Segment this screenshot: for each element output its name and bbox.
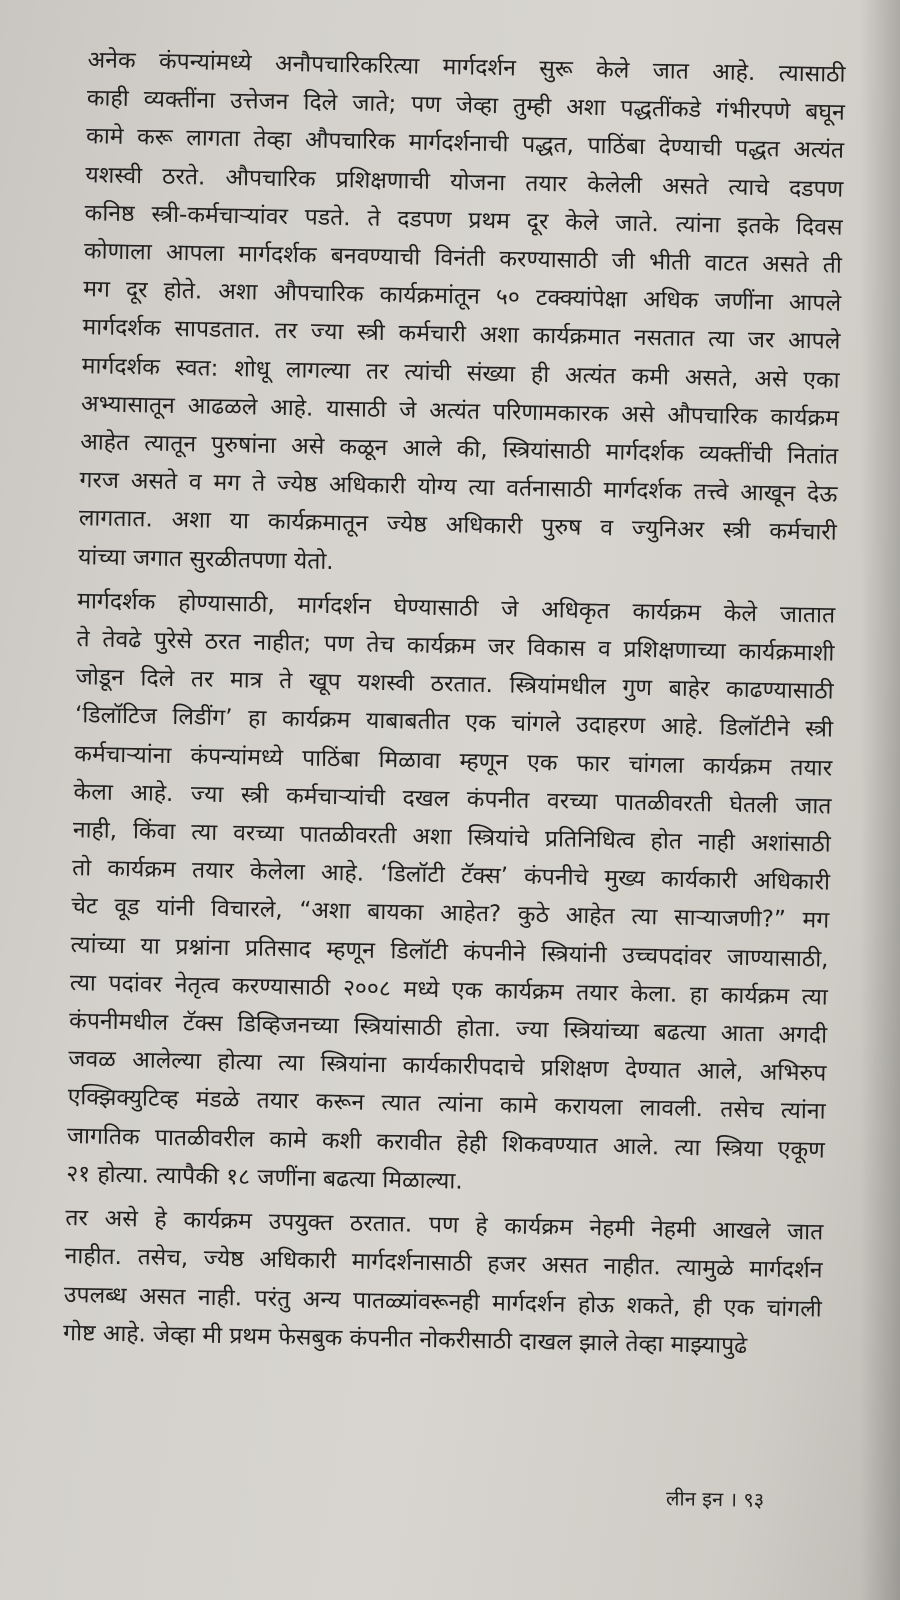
text-line: यांच्या जगात सुरळीतपणा येतो. (77, 543, 334, 575)
text-line: जोडून दिले तर मात्र ते खूप यशस्वी ठरतात. स्त्रियांमधील गुण बाहेर काढण्यासाठी (75, 664, 834, 705)
text-line: कंपनीमधील टॅक्स डिव्हिजनच्या स्त्रियांसाठी होता. ज्या स्त्रियांच्या बढत्या आता अगदी (68, 1008, 828, 1049)
text-line: मार्गदर्शक होण्यासाठी, मार्गदर्शन घेण्यासाठी जे अधिकृत कार्यक्रम केले जातात (76, 587, 836, 629)
text-line: चेट वूड यांनी विचारले, “अशा बायका आहेत? कुठे आहेत त्या साऱ्याजणी?” मग (71, 893, 830, 935)
text-line: काही व्यक्तींना उत्तेजन दिले जाते; पण जेव्हा तुम्ही अशा पद्धतींकडे गंभीरपणे बघून (86, 85, 845, 126)
text-line: मार्गदर्शक सापडतात. तर ज्या स्त्री कर्मचारी अशा कार्यक्रमात नसतात त्या जर आपले (82, 314, 841, 356)
body-text (0, 40, 846, 1372)
text-line: मार्गदर्शक स्वत: शोधू लागल्या तर त्यांची संख्या ही अत्यंत कमी असते, असे एका (81, 352, 840, 394)
text-line: २१ होत्या. त्यापैकी १८ जणींना बढत्या मिळाल्या. (65, 1160, 463, 1195)
text-line: अनेक कंपन्यांमध्ये अनौपचारिकरित्या मार्गदर्शन सुरू केले जात आहे. त्यासाठी (87, 47, 846, 88)
text-line: एक्झिक्युटिव्ह मंडळे तयार करून त्यात त्यांना कामे करायला लावली. तसेच त्यांना (67, 1084, 826, 1126)
text-line: गोष्ट आहे. जेव्हा मी प्रथम फेसबुक कंपनीत नोकरीसाठी दाखल झाले तेव्हा माझ्यापुढे (62, 1319, 748, 1359)
text-line: कर्मचाऱ्यांना कंपन्यांमध्ये पाठिंबा मिळावा म्हणून एक फार चांगला कार्यक्रम तयार (74, 740, 833, 782)
text-line: आहेत त्यातून पुरुषांना असे कळून आले की, स्त्रियांसाठी मार्गदर्शक व्यक्तींची नितांत (80, 429, 839, 470)
text-line: जागतिक पातळीवरील कामे कशी करावीत हेही शिकवण्यात आले. त्या स्त्रिया एकूण (66, 1122, 826, 1164)
text-line: नाहीत. तसेच, ज्येष्ठ अधिकारी मार्गदर्शनासाठी हजर असत नाहीत. त्यामुळे मार्गदर्शन (64, 1243, 823, 1284)
text-line: केला आहे. ज्या स्त्री कर्मचाऱ्यांची दखल कंपनीत वरच्या पातळीवरती घेतली जात (73, 778, 832, 820)
text-line: त्यांच्या या प्रश्नांना प्रतिसाद म्हणून डिलॉटी कंपनीने स्त्रियांनी उच्चपदांवर जाण्यासाठी, (70, 931, 829, 973)
text-line: नाही, किंवा त्या वरच्या पातळीवरती अशा स्त्रियांचे प्रतिनिधित्व होत नाही अशांसाठी (72, 817, 831, 858)
text-line: कोणाला आपला मार्गदर्शक बनवण्याची विनंती करण्यासाठी जी भीती वाटत असते ती (83, 238, 843, 279)
text-line: कामे करू लागता तेव्हा औपचारिक मार्गदर्शनाची पद्धत, पाठिंबा देण्याची पद्धत अत्यंत (85, 123, 845, 165)
paragraph-1 (14, 40, 846, 591)
text-line: तर असे हे कार्यक्रम उपयुक्त ठरतात. पण हे कार्यक्रम नेहमी नेहमी आखले जात (65, 1205, 824, 1246)
text-line: तो कार्यक्रम तयार केलेला आहे. ‘डिलॉटी टॅक्स’ कंपनीचे मुख्य कार्यकारी अधिकारी (71, 855, 831, 896)
text-line: लागतात. अशा या कार्यक्रमातून ज्येष्ठ अधिकारी पुरुष व ज्युनिअर स्त्री कर्मचारी (78, 505, 837, 547)
text-line: त्या पदांवर नेतृत्व करण्यासाठी २००८ मध्ये एक कार्यक्रम तयार केला. हा कार्यक्रम त्या (69, 969, 829, 1011)
paragraph-2 (2, 581, 836, 1208)
text-line: मग दूर होते. अशा औपचारिक कार्यक्रमांतून ५० टक्क्यांपेक्षा अधिक जणींना आपले (82, 276, 842, 317)
text-line: उपलब्ध असत नाही. परंतु अन्य पातळ्यांवरूनही मार्गदर्शन होऊ शकते, ही एक चांगली (63, 1281, 823, 1323)
text-line: कनिष्ठ स्त्री-कर्मचाऱ्यांवर पडते. ते दडपण प्रथम दूर केले जाते. त्यांना इतके दिवस (84, 200, 843, 241)
page-footer: लीन इन । ९३ (665, 1486, 765, 1512)
text-line: गरज असते व मग ते ज्येष्ठ अधिकारी योग्य त्या वर्तनासाठी मार्गदर्शक तत्त्वे आखून देऊ (79, 467, 838, 508)
text-line: ते तेवढे पुरेसे ठरत नाहीत; पण तेच कार्यक्रम जर विकास व प्रशिक्षणाच्या कार्यक्रमाशी (76, 626, 835, 667)
text-line: यशस्वी ठरते. औपचारिक प्रशिक्षणाची योजना तयार केलेली असते त्याचे दडपण (85, 161, 844, 203)
text-line: ‘डिलॉटिज लिडींग’ हा कार्यक्रम याबाबतीत एक चांगले उदाहरण आहे. डिलॉटीने स्त्री (74, 702, 834, 744)
text-line: अभ्यासातून आढळले आहे. यासाठी जे अत्यंत परिणामकारक असे औपचारिक कार्यक्रम (80, 390, 840, 432)
paragraph-3 (0, 1198, 824, 1367)
text-line: जवळ आलेल्या होत्या त्या स्त्रियांना कार्यकारीपदाचे प्रशिक्षण देण्यात आले, अभिरुप (68, 1046, 827, 1087)
page-edge-shadow (860, 0, 900, 1600)
